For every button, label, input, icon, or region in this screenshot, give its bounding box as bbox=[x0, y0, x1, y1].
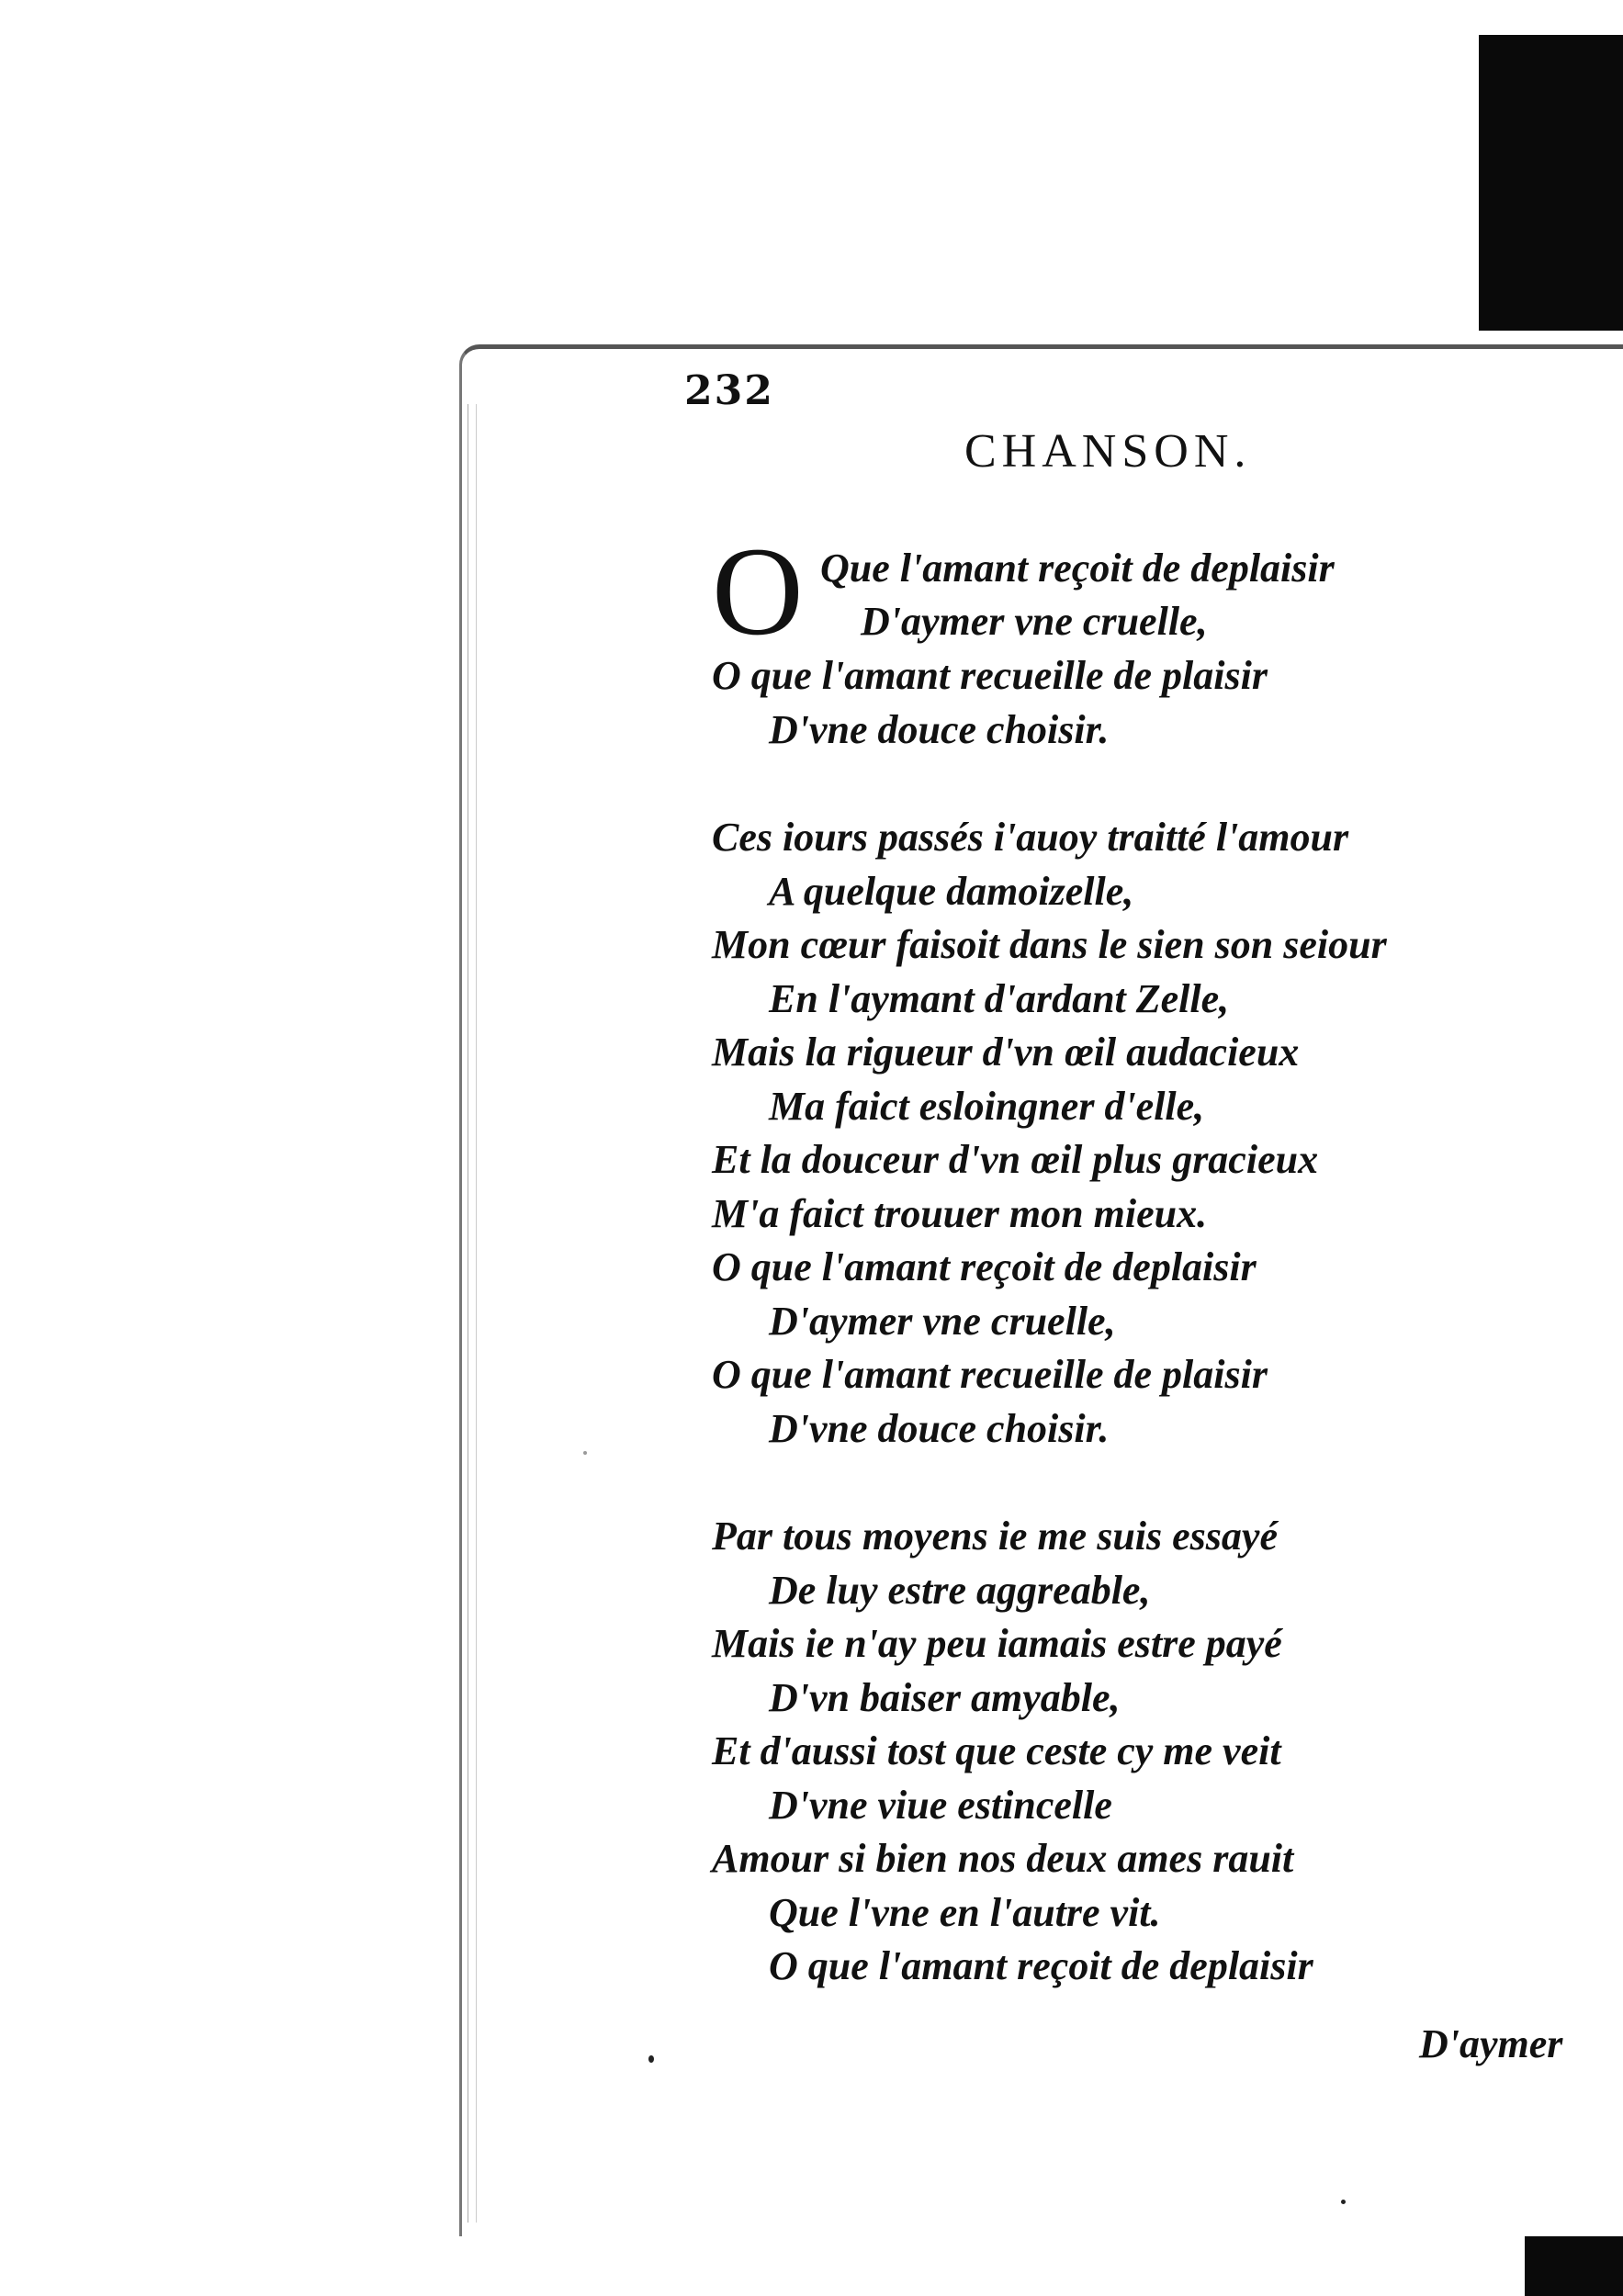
poem-line: Amour si bien nos deux ames rauit bbox=[712, 1836, 1294, 1881]
poem-line: D'vne viue estincelle bbox=[769, 1782, 1112, 1828]
poem-line: D'aymer vne cruelle, bbox=[861, 599, 1208, 644]
poem-line: M'a faict trouuer mon mieux. bbox=[712, 1190, 1208, 1236]
poem-line: Mais la rigueur d'vn œil audacieux bbox=[712, 1030, 1300, 1075]
poem-line: D'vne douce choisir. bbox=[769, 706, 1110, 752]
scan-edge-shadow bbox=[1479, 35, 1623, 331]
poem-line: A quelque damoizelle, bbox=[769, 868, 1134, 914]
stanza-break bbox=[712, 757, 1594, 811]
poem-line: Et la douceur d'vn œil plus gracieux bbox=[712, 1137, 1319, 1182]
poem-line: D'aymer vne cruelle, bbox=[769, 1298, 1116, 1344]
page-number: 232 bbox=[684, 367, 774, 414]
poem-line: Ces iours passés i'auoy traitté l'amour bbox=[712, 815, 1349, 860]
stanza-break bbox=[712, 1456, 1594, 1510]
poem-line: Que l'amant reçoit de deplaisir bbox=[820, 546, 1335, 591]
catchword: D'aymer bbox=[1419, 2021, 1563, 2066]
poem-line: Mais ie n'ay peu iamais estre payé bbox=[712, 1621, 1282, 1666]
poem-line: O que l'amant recueille de plaisir bbox=[712, 653, 1268, 698]
poem-line: Par tous moyens ie me suis essayé bbox=[712, 1514, 1278, 1559]
poem-line: D'vne douce choisir. bbox=[769, 1405, 1110, 1451]
ink-speck bbox=[1341, 2200, 1346, 2204]
poem-line: D'vn baiser amyable, bbox=[769, 1674, 1121, 1720]
poem-line: O que l'amant recueille de plaisir bbox=[712, 1352, 1268, 1397]
ink-speck bbox=[648, 2055, 654, 2063]
poem-line: Mon cœur faisoit dans le sien son seiour bbox=[712, 922, 1387, 967]
poem-line: O que l'amant reçoit de deplaisir bbox=[712, 1244, 1257, 1289]
poem-line: Ma faict esloingner d'elle, bbox=[769, 1083, 1205, 1129]
poem-line: Que l'vne en l'autre vit. bbox=[769, 1889, 1161, 1935]
drop-cap: O bbox=[712, 521, 804, 661]
poem-line: De luy estre aggreable, bbox=[769, 1567, 1151, 1613]
stanza-1-opening bbox=[712, 521, 1594, 661]
ink-speck bbox=[583, 1451, 587, 1455]
poem-line: En l'aymant d'ardant Zelle, bbox=[769, 975, 1230, 1021]
page-title: CHANSON. bbox=[964, 425, 1252, 478]
poem bbox=[712, 521, 1594, 1994]
poem-line: O que l'amant reçoit de deplaisir bbox=[769, 1943, 1313, 1988]
poem-line: Et d'aussi tost que ceste cy me veit bbox=[712, 1728, 1281, 1773]
